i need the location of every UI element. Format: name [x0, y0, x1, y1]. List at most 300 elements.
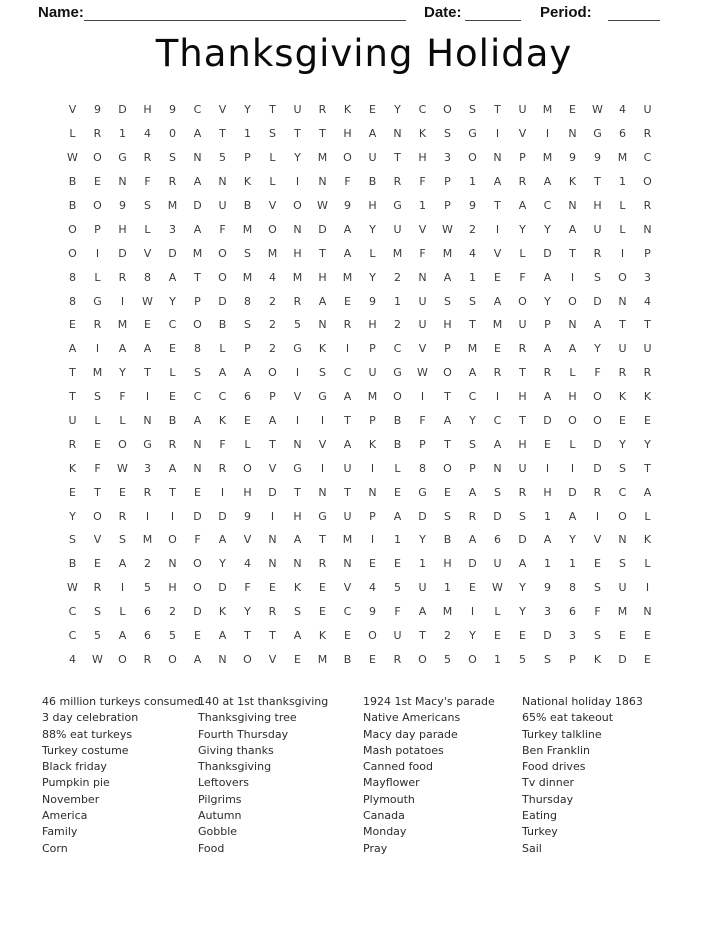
grid-cell: Y: [369, 270, 376, 284]
grid-cell: S: [444, 509, 451, 523]
grid-cell: K: [218, 414, 227, 428]
grid-cell: E: [94, 437, 101, 451]
grid-cell: C: [393, 342, 402, 356]
grid-cell: B: [68, 175, 77, 189]
grid-cell: T: [319, 533, 326, 547]
grid-cell: 1: [619, 175, 626, 189]
grid-cell: D: [118, 103, 127, 117]
grid-cell: T: [169, 485, 176, 499]
grid-cell: K: [293, 581, 302, 595]
grid-cell: E: [519, 629, 526, 643]
grid-cell: 6: [144, 605, 151, 619]
grid-cell: M: [292, 270, 303, 284]
grid-cell: N: [368, 485, 377, 499]
grid-cell: 2: [269, 294, 276, 308]
grid-cell: F: [419, 414, 426, 428]
grid-cell: U: [218, 199, 227, 212]
grid-cell: 3: [644, 270, 651, 284]
grid-cell: D: [218, 509, 227, 523]
grid-cell: 1: [569, 557, 576, 571]
grid-cell: N: [418, 270, 427, 284]
grid-cell: V: [268, 461, 277, 475]
grid-cell: E: [444, 485, 451, 499]
grid-cell: N: [493, 461, 502, 475]
grid-cell: H: [518, 390, 527, 404]
word-list-item: Turkey: [522, 825, 558, 839]
grid-cell: O: [118, 437, 127, 451]
grid-cell: O: [193, 581, 202, 595]
grid-cell: 1: [544, 557, 551, 571]
grid-cell: S: [269, 127, 276, 141]
grid-cell: C: [193, 390, 202, 404]
grid-cell: D: [268, 485, 277, 499]
grid-cell: 3: [569, 629, 576, 643]
grid-cell: F: [594, 366, 601, 380]
grid-cell: H: [443, 557, 452, 571]
grid-cell: G: [468, 127, 477, 141]
grid-cell: O: [343, 151, 352, 165]
grid-cell: 5: [94, 629, 101, 643]
grid-cell: O: [568, 294, 577, 308]
grid-cell: G: [293, 342, 302, 356]
grid-cell: F: [219, 222, 226, 236]
grid-cell: W: [142, 294, 153, 308]
grid-cell: Y: [119, 366, 126, 380]
grid-cell: V: [418, 222, 427, 236]
grid-cell: U: [618, 342, 627, 356]
grid-cell: U: [518, 103, 527, 117]
grid-cell: I: [120, 294, 125, 308]
grid-cell: D: [468, 557, 477, 571]
grid-cell: 6: [494, 533, 501, 547]
grid-cell: 1: [444, 581, 451, 595]
grid-cell: K: [643, 390, 652, 404]
grid-cell: W: [117, 461, 128, 475]
grid-cell: P: [369, 342, 376, 356]
grid-cell: A: [193, 127, 202, 141]
grid-cell: S: [619, 461, 626, 475]
word-list-item: Thanksgiving tree: [198, 711, 297, 725]
grid-cell: A: [443, 270, 452, 284]
grid-cell: D: [618, 652, 627, 666]
grid-cell: H: [293, 509, 302, 523]
grid-cell: U: [618, 581, 627, 595]
grid-cell: C: [468, 390, 477, 404]
grid-cell: W: [417, 366, 428, 380]
grid-cell: R: [518, 342, 527, 356]
grid-cell: P: [469, 461, 476, 475]
grid-cell: S: [494, 485, 501, 499]
grid-cell: E: [644, 414, 651, 428]
grid-cell: A: [218, 629, 227, 643]
grid-cell: G: [593, 127, 602, 141]
grid-cell: T: [144, 366, 151, 380]
grid-cell: M: [242, 222, 253, 236]
grid-cell: I: [570, 461, 575, 475]
grid-cell: O: [268, 366, 277, 380]
grid-cell: N: [618, 533, 627, 547]
grid-cell: 5: [394, 581, 401, 595]
grid-cell: R: [493, 366, 502, 380]
word-list-item: 88% eat turkeys: [42, 727, 133, 741]
grid-cell: O: [293, 199, 302, 212]
grid-cell: U: [418, 318, 427, 332]
grid-cell: F: [594, 605, 601, 619]
grid-cell: G: [393, 199, 402, 212]
grid-cell: 9: [369, 605, 376, 619]
grid-cell: B: [68, 557, 77, 571]
grid-cell: W: [592, 103, 603, 117]
grid-cell: D: [543, 629, 552, 643]
grid-cell: O: [168, 652, 177, 666]
grid-cell: 8: [569, 581, 576, 595]
grid-cell: 9: [94, 103, 101, 117]
grid-cell: M: [617, 605, 628, 619]
grid-cell: F: [94, 461, 101, 475]
grid-cell: A: [468, 533, 477, 547]
grid-cell: Y: [469, 414, 476, 428]
grid-cell: 6: [144, 629, 151, 643]
grid-cell: A: [193, 222, 202, 236]
grid-cell: A: [168, 270, 177, 284]
grid-cell: K: [243, 175, 252, 189]
grid-cell: O: [468, 151, 477, 165]
grid-cell: N: [193, 461, 202, 475]
grid-cell: Y: [244, 605, 251, 619]
grid-cell: E: [294, 652, 301, 666]
grid-cell: A: [343, 390, 352, 404]
grid-cell: 4: [369, 581, 376, 595]
grid-cell: 5: [444, 652, 451, 666]
grid-cell: A: [393, 509, 402, 523]
grid-cell: A: [543, 342, 552, 356]
grid-cell: V: [293, 390, 302, 404]
grid-cell: A: [243, 366, 252, 380]
grid-cell: S: [594, 270, 601, 284]
grid-cell: T: [269, 103, 276, 117]
grid-cell: E: [594, 557, 601, 571]
grid-cell: U: [518, 461, 527, 475]
grid-cell: B: [168, 414, 177, 428]
grid-cell: T: [269, 437, 276, 451]
grid-cell: G: [318, 509, 327, 523]
grid-cell: I: [145, 509, 150, 523]
grid-cell: O: [168, 533, 177, 547]
word-list-item: Tv dinner: [522, 776, 574, 790]
grid-cell: W: [67, 151, 78, 165]
grid-cell: E: [194, 629, 201, 643]
grid-cell: H: [368, 199, 377, 212]
word-list-item: Pilgrims: [198, 792, 242, 806]
grid-cell: K: [618, 390, 627, 404]
grid-cell: M: [367, 390, 378, 404]
grid-cell: M: [342, 533, 353, 547]
grid-cell: I: [95, 246, 100, 260]
word-list-item: Native Americans: [363, 711, 461, 725]
grid-cell: D: [518, 533, 527, 547]
grid-cell: C: [193, 103, 202, 117]
grid-cell: R: [343, 318, 352, 332]
grid-cell: 0: [169, 127, 176, 141]
grid-cell: L: [69, 127, 76, 141]
grid-cell: H: [343, 127, 352, 141]
grid-cell: B: [243, 199, 252, 212]
grid-cell: R: [518, 485, 527, 499]
grid-cell: N: [218, 175, 227, 189]
grid-cell: L: [519, 246, 526, 260]
grid-cell: A: [193, 175, 202, 189]
grid-cell: F: [419, 175, 426, 189]
grid-cell: T: [569, 246, 576, 260]
word-list-item: November: [42, 792, 100, 806]
grid-cell: T: [69, 390, 76, 404]
grid-cell: E: [269, 581, 276, 595]
grid-cell: S: [194, 366, 201, 380]
grid-cell: T: [319, 127, 326, 141]
grid-cell: U: [343, 461, 352, 475]
grid-cell: H: [543, 485, 552, 499]
word-list-item: Autumn: [198, 809, 242, 823]
grid-cell: Y: [619, 437, 626, 451]
grid-cell: Y: [519, 581, 526, 595]
grid-cell: T: [69, 366, 76, 380]
grid-cell: 8: [69, 294, 76, 308]
grid-cell: 2: [269, 318, 276, 332]
grid-cell: H: [443, 318, 452, 332]
grid-cell: 6: [244, 390, 251, 404]
word-list-item: 65% eat takeout: [522, 711, 614, 725]
grid-cell: N: [293, 437, 302, 451]
grid-cell: K: [218, 605, 227, 619]
grid-cell: W: [92, 652, 103, 666]
grid-cell: E: [169, 390, 176, 404]
grid-cell: L: [94, 414, 101, 428]
grid-cell: G: [118, 151, 127, 165]
word-list-item: Turkey talkline: [522, 727, 602, 741]
grid-cell: A: [568, 342, 577, 356]
grid-cell: Y: [519, 605, 526, 619]
grid-cell: E: [344, 294, 351, 308]
grid-cell: E: [69, 485, 76, 499]
grid-cell: 1: [544, 509, 551, 523]
grid-cell: V: [93, 533, 102, 547]
grid-cell: B: [68, 199, 77, 212]
grid-cell: D: [493, 509, 502, 523]
grid-cell: R: [393, 652, 402, 666]
grid-cell: I: [620, 246, 625, 260]
grid-cell: C: [68, 629, 77, 643]
grid-cell: P: [444, 342, 451, 356]
grid-cell: E: [169, 342, 176, 356]
grid-cell: P: [444, 199, 451, 212]
grid-cell: O: [618, 509, 627, 523]
grid-cell: Y: [169, 294, 176, 308]
grid-cell: C: [168, 318, 177, 332]
grid-cell: 9: [569, 151, 576, 165]
grid-cell: T: [344, 485, 351, 499]
grid-cell: N: [643, 222, 652, 236]
grid-cell: 9: [119, 199, 126, 212]
grid-cell: M: [442, 246, 453, 260]
name-blank-line: [84, 20, 406, 21]
grid-cell: M: [92, 366, 103, 380]
grid-cell: H: [368, 318, 377, 332]
grid-cell: N: [293, 557, 302, 571]
grid-cell: S: [594, 581, 601, 595]
grid-cell: T: [644, 461, 651, 475]
grid-cell: A: [568, 509, 577, 523]
grid-cell: M: [442, 605, 453, 619]
grid-cell: N: [343, 557, 352, 571]
grid-cell: E: [394, 485, 401, 499]
grid-cell: 9: [594, 151, 601, 165]
grid-cell: 6: [569, 605, 576, 619]
grid-cell: B: [393, 437, 402, 451]
grid-cell: K: [643, 533, 652, 547]
grid-cell: L: [619, 199, 626, 212]
date-label: Date:: [424, 4, 462, 21]
grid-cell: R: [518, 175, 527, 189]
grid-cell: O: [593, 414, 602, 428]
grid-cell: L: [119, 605, 126, 619]
grid-cell: 4: [644, 294, 651, 308]
grid-cell: T: [444, 437, 451, 451]
grid-cell: L: [644, 509, 651, 523]
grid-cell: M: [542, 103, 553, 117]
grid-cell: G: [393, 366, 402, 380]
grid-cell: 5: [294, 318, 301, 332]
grid-cell: U: [493, 557, 502, 571]
word-list-item: Corn: [42, 841, 68, 855]
grid-cell: U: [393, 222, 402, 236]
grid-cell: U: [643, 342, 652, 356]
grid-cell: 1: [244, 127, 251, 141]
grid-cell: O: [243, 461, 252, 475]
grid-cell: D: [193, 509, 202, 523]
grid-cell: M: [542, 151, 553, 165]
grid-cell: T: [519, 366, 526, 380]
grid-cell: D: [593, 461, 602, 475]
grid-cell: C: [543, 199, 552, 212]
grid-cell: P: [369, 509, 376, 523]
grid-cell: S: [69, 533, 76, 547]
grid-cell: H: [293, 246, 302, 260]
grid-cell: R: [468, 509, 477, 523]
grid-cell: N: [568, 127, 577, 141]
grid-cell: N: [193, 437, 202, 451]
word-list-item: Pumpkin pie: [42, 776, 110, 790]
grid-cell: N: [568, 199, 577, 212]
grid-cell: F: [344, 175, 351, 189]
grid-cell: 5: [169, 629, 176, 643]
word-list-item: Fourth Thursday: [198, 727, 289, 741]
grid-cell: I: [145, 390, 150, 404]
grid-cell: E: [644, 652, 651, 666]
grid-cell: E: [394, 557, 401, 571]
grid-cell: I: [370, 461, 375, 475]
grid-cell: Y: [569, 533, 576, 547]
grid-cell: 1: [469, 270, 476, 284]
word-list-item: Thursday: [522, 792, 574, 806]
grid-cell: E: [94, 175, 101, 189]
grid-cell: V: [143, 246, 152, 260]
grid-cell: N: [643, 605, 652, 619]
grid-cell: T: [619, 318, 626, 332]
grid-cell: 9: [344, 199, 351, 212]
grid-cell: R: [318, 103, 327, 117]
grid-cell: I: [295, 175, 300, 189]
grid-cell: L: [619, 222, 626, 236]
word-list-item: Canned food: [363, 760, 433, 774]
grid-cell: I: [220, 485, 225, 499]
word-list-item: 3 day celebration: [42, 711, 139, 725]
grid-cell: L: [569, 437, 576, 451]
word-list-item: National holiday 1863: [522, 695, 643, 708]
grid-cell: R: [318, 557, 327, 571]
grid-cell: 1: [119, 127, 126, 141]
grid-cell: C: [218, 390, 227, 404]
grid-cell: E: [619, 629, 626, 643]
grid-cell: 1: [419, 557, 426, 571]
grid-cell: A: [68, 342, 77, 356]
grid-cell: O: [568, 414, 577, 428]
grid-cell: C: [493, 414, 502, 428]
grid-cell: 5: [219, 151, 226, 165]
grid-cell: R: [143, 151, 152, 165]
grid-cell: A: [293, 629, 302, 643]
grid-cell: R: [93, 318, 102, 332]
grid-cell: I: [495, 222, 500, 236]
grid-cell: D: [543, 246, 552, 260]
grid-cell: R: [643, 199, 652, 212]
grid-cell: D: [218, 581, 227, 595]
grid-cell: T: [319, 246, 326, 260]
word-list-item: Leftovers: [198, 776, 249, 790]
grid-cell: S: [469, 437, 476, 451]
grid-cell: G: [418, 485, 427, 499]
grid-cell: 2: [469, 222, 476, 236]
grid-cell: Y: [544, 294, 551, 308]
grid-cell: L: [94, 270, 101, 284]
grid-cell: E: [344, 629, 351, 643]
grid-cell: V: [343, 581, 352, 595]
grid-cell: M: [117, 318, 128, 332]
grid-cell: F: [244, 581, 251, 595]
grid-cell: N: [568, 318, 577, 332]
grid-cell: P: [519, 151, 526, 165]
grid-cell: W: [442, 222, 453, 236]
word-list-item: 1924 1st Macy's parade: [363, 695, 495, 708]
grid-cell: D: [418, 509, 427, 523]
grid-cell: I: [345, 342, 350, 356]
grid-cell: C: [418, 103, 427, 117]
grid-cell: R: [593, 485, 602, 499]
period-label: Period:: [540, 4, 592, 21]
grid-cell: O: [618, 270, 627, 284]
grid-cell: W: [317, 199, 328, 212]
grid-cell: H: [243, 485, 252, 499]
grid-cell: A: [518, 557, 527, 571]
grid-cell: L: [144, 222, 151, 236]
grid-cell: R: [93, 581, 102, 595]
grid-cell: A: [218, 366, 227, 380]
grid-cell: A: [468, 485, 477, 499]
word-list-item: Giving thanks: [198, 743, 274, 757]
grid-cell: T: [494, 199, 501, 212]
grid-cell: P: [444, 175, 451, 189]
grid-cell: 3: [144, 461, 151, 475]
grid-cell: L: [369, 246, 376, 260]
